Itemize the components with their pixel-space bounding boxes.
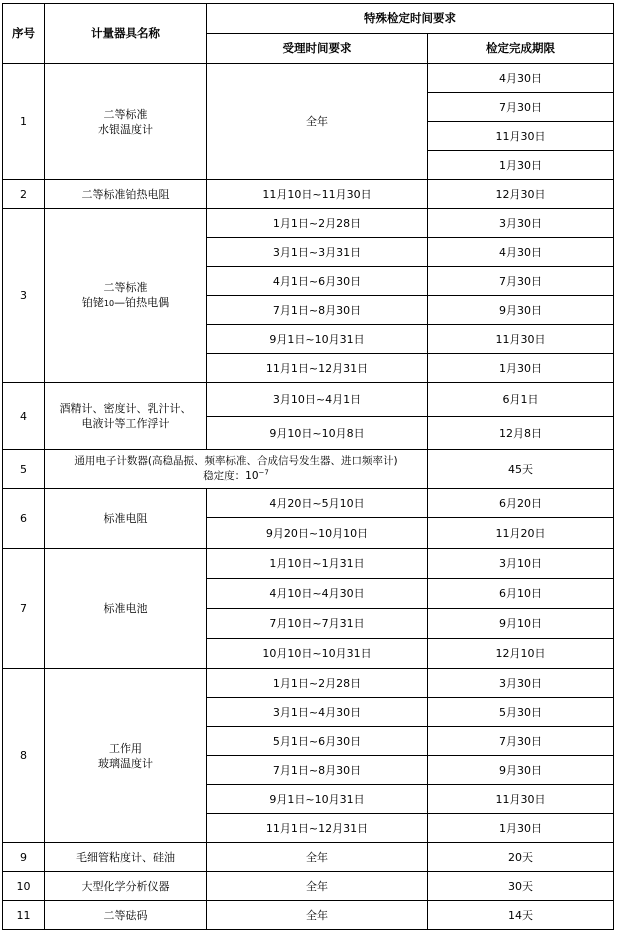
acceptance-time: 9月10日~10月8日 xyxy=(207,417,428,450)
table-row xyxy=(3,901,614,930)
row-serial-no: 1 xyxy=(3,64,45,180)
completion-deadline: 30天 xyxy=(428,872,614,901)
instrument-name: 毛细管粘度计、硅油 xyxy=(45,843,207,872)
acceptance-time: 3月10日~4月1日 xyxy=(207,383,428,417)
name-subscript: 10 xyxy=(103,299,115,308)
completion-deadline: 45天 xyxy=(428,450,614,489)
completion-deadline: 6月10日 xyxy=(428,579,614,609)
name-line: 铂铑 xyxy=(81,296,104,309)
completion-deadline: 3月30日 xyxy=(428,209,614,238)
header-acceptance-time: 受理时间要求 xyxy=(207,34,428,64)
acceptance-time: 3月1日~4月30日 xyxy=(207,698,428,727)
acceptance-time: 5月1日~6月30日 xyxy=(207,727,428,756)
name-line: 二等标准 xyxy=(103,107,148,121)
acceptance-time: 全年 xyxy=(207,843,428,872)
table-row xyxy=(3,549,614,579)
table-row xyxy=(3,843,614,872)
row-serial-no: 6 xyxy=(3,489,45,549)
row-serial-no: 3 xyxy=(3,209,45,383)
completion-deadline: 7月30日 xyxy=(428,93,614,122)
completion-deadline: 11月20日 xyxy=(428,518,614,549)
acceptance-time: 7月10日~7月31日 xyxy=(207,609,428,639)
row-serial-no: 8 xyxy=(3,669,45,843)
row-serial-no: 11 xyxy=(3,901,45,930)
completion-deadline: 1月30日 xyxy=(428,151,614,180)
instrument-name xyxy=(45,64,207,180)
acceptance-time: 11月10日~11月30日 xyxy=(207,180,428,209)
table-row xyxy=(3,383,614,417)
acceptance-time: 4月10日~4月30日 xyxy=(207,579,428,609)
acceptance-time: 全年 xyxy=(207,901,428,930)
completion-deadline: 20天 xyxy=(428,843,614,872)
acceptance-time: 1月10日~1月31日 xyxy=(207,549,428,579)
header-special-time-group: 特殊检定时间要求 xyxy=(207,4,614,34)
completion-deadline: 3月30日 xyxy=(428,669,614,698)
completion-deadline: 11月30日 xyxy=(428,785,614,814)
acceptance-time: 9月1日~10月31日 xyxy=(207,325,428,354)
row-serial-no: 10 xyxy=(3,872,45,901)
stability-exponent: −7 xyxy=(258,468,269,477)
acceptance-time: 7月1日~8月30日 xyxy=(207,296,428,325)
acceptance-time: 4月1日~6月30日 xyxy=(207,267,428,296)
row-serial-no: 9 xyxy=(3,843,45,872)
acceptance-time: 9月20日~10月10日 xyxy=(207,518,428,549)
table-row xyxy=(3,489,614,518)
calibration-schedule-table xyxy=(2,3,614,930)
instrument-name xyxy=(45,669,207,843)
name-line: 二等标准 xyxy=(103,281,148,294)
header-instrument-name: 计量器具名称 xyxy=(45,4,207,64)
completion-deadline: 12月8日 xyxy=(428,417,614,450)
instrument-name xyxy=(45,383,207,450)
instrument-name: 标准电阻 xyxy=(45,489,207,549)
instrument-name: 大型化学分析仪器 xyxy=(45,872,207,901)
completion-deadline: 3月10日 xyxy=(428,549,614,579)
table-row xyxy=(3,669,614,698)
completion-deadline: 6月1日 xyxy=(428,383,614,417)
completion-deadline: 9月30日 xyxy=(428,296,614,325)
name-line: 玻璃温度计 xyxy=(98,756,153,770)
name-line: —铂热电偶 xyxy=(114,296,170,309)
name-line: 电液计等工作浮计 xyxy=(81,417,170,430)
name-line: 通用电子计数器(高稳晶振、频率标准、合成信号发生器、进口频率计) xyxy=(74,455,398,467)
table-row xyxy=(3,872,614,901)
table-row xyxy=(3,180,614,209)
table-row xyxy=(3,64,614,93)
completion-deadline: 11月30日 xyxy=(428,122,614,151)
name-line: 稳定度：10 xyxy=(203,470,259,482)
table-row xyxy=(3,450,614,489)
acceptance-time: 9月1日~10月31日 xyxy=(207,785,428,814)
acceptance-time: 7月1日~8月30日 xyxy=(207,756,428,785)
completion-deadline: 5月30日 xyxy=(428,698,614,727)
completion-deadline: 12月10日 xyxy=(428,639,614,669)
acceptance-time: 1月1日~2月28日 xyxy=(207,669,428,698)
acceptance-time: 4月20日~5月10日 xyxy=(207,489,428,518)
completion-deadline: 1月30日 xyxy=(428,814,614,843)
completion-deadline: 4月30日 xyxy=(428,64,614,93)
row-serial-no: 7 xyxy=(3,549,45,669)
row-serial-no: 4 xyxy=(3,383,45,450)
header-completion-deadline: 检定完成期限 xyxy=(428,34,614,64)
completion-deadline: 14天 xyxy=(428,901,614,930)
completion-deadline: 7月30日 xyxy=(428,727,614,756)
completion-deadline: 7月30日 xyxy=(428,267,614,296)
instrument-name xyxy=(45,209,207,383)
completion-deadline: 11月30日 xyxy=(428,325,614,354)
acceptance-time: 11月1日~12月31日 xyxy=(207,814,428,843)
name-line: 酒精计、密度计、乳汁计、 xyxy=(59,402,192,415)
row-serial-no: 2 xyxy=(3,180,45,209)
acceptance-time: 1月1日~2月28日 xyxy=(207,209,428,238)
completion-deadline: 6月20日 xyxy=(428,489,614,518)
completion-deadline: 4月30日 xyxy=(428,238,614,267)
acceptance-time: 11月1日~12月31日 xyxy=(207,354,428,383)
completion-deadline: 9月30日 xyxy=(428,756,614,785)
instrument-name: 标准电池 xyxy=(45,549,207,669)
instrument-name: 二等标准铂热电阻 xyxy=(45,180,207,209)
header-serial-no: 序号 xyxy=(3,4,45,64)
completion-deadline: 9月10日 xyxy=(428,609,614,639)
name-line: 水银温度计 xyxy=(98,122,153,136)
acceptance-time: 全年 xyxy=(207,64,428,180)
completion-deadline: 1月30日 xyxy=(428,354,614,383)
instrument-name: 二等砝码 xyxy=(45,901,207,930)
acceptance-time: 全年 xyxy=(207,872,428,901)
acceptance-time: 10月10日~10月31日 xyxy=(207,639,428,669)
row-serial-no: 5 xyxy=(3,450,45,489)
table-row xyxy=(3,209,614,238)
instrument-name xyxy=(45,450,428,489)
acceptance-time: 3月1日~3月31日 xyxy=(207,238,428,267)
completion-deadline: 12月30日 xyxy=(428,180,614,209)
name-line: 工作用 xyxy=(109,741,142,755)
